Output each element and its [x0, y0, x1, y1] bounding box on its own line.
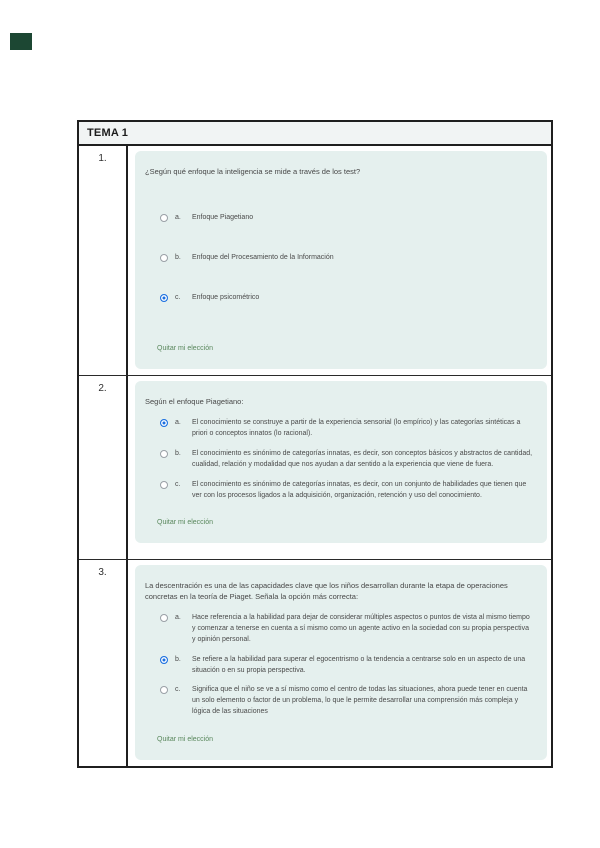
option-letter: c.	[175, 293, 181, 301]
question-row-3	[79, 560, 551, 766]
option-letter: a.	[175, 419, 181, 427]
option-text: El conocimiento se construye a partir de la experiencia sensorial (lo empírico) y las categorías sintéticas a priori o conceptos innatos (lo racional).	[192, 419, 521, 438]
option-row[interactable]	[145, 449, 537, 471]
option-letter: b.	[175, 449, 181, 457]
remove-choice-link[interactable]: Quitar mi elección	[157, 519, 214, 527]
question-text: ¿Según qué enfoque la inteligencia se mide a través de los test?	[145, 167, 361, 176]
corner-mark	[10, 33, 32, 50]
radio-button[interactable]	[160, 419, 168, 427]
quiz-table	[77, 120, 553, 768]
option-letter: c.	[175, 686, 181, 694]
option-row[interactable]	[145, 685, 537, 718]
option-row[interactable]	[145, 480, 537, 502]
question-row-1	[79, 146, 551, 376]
option-letter: a.	[175, 213, 181, 221]
option-letter: c.	[175, 480, 181, 488]
question-card	[135, 565, 547, 760]
question-number: 2.	[79, 376, 128, 559]
question-text: Según el enfoque Piagetiano:	[145, 397, 244, 407]
section-title: TEMA 1	[87, 127, 129, 139]
option-text: Se refiere a la habilidad para superar el egocentrismo o la tendencia a centrarse solo en un aspecto de una situación o en su propia perspectiva.	[192, 655, 526, 674]
question-row-2	[79, 376, 551, 560]
radio-button[interactable]	[160, 481, 168, 489]
option-row[interactable]	[145, 253, 537, 264]
option-text: Enfoque del Procesamiento de la Información	[192, 253, 334, 261]
radio-button[interactable]	[160, 450, 168, 458]
question-number: 3.	[79, 560, 128, 766]
option-text: Hace referencia a la habilidad para dejar de considerar múltiples aspectos o puntos de vista al mismo tiempo y comenzar a tenerse en cuenta a sí mismo como un agente activo en la sociedad con su propia perspectiva y opinión personal.	[192, 614, 530, 643]
question-number: 1.	[79, 146, 128, 375]
option-row[interactable]	[145, 655, 537, 677]
option-row[interactable]	[145, 293, 537, 304]
table-header	[79, 122, 551, 146]
radio-button[interactable]	[160, 614, 168, 622]
remove-choice-link[interactable]: Quitar mi elección	[157, 735, 214, 743]
radio-button[interactable]	[160, 254, 168, 262]
option-letter: b.	[175, 655, 181, 663]
option-text: Significa que el niño se ve a sí mismo como el centro de todas las situaciones, ahora puede tener en cuenta un solo elemento o factor de un problema, lo que le permite desarrollar una comprensión más compleja y lógica de las situaciones	[192, 686, 528, 716]
radio-button[interactable]	[160, 214, 168, 222]
option-text: Enfoque psicométrico	[192, 293, 260, 301]
option-letter: b.	[175, 253, 181, 261]
option-letter: a.	[175, 614, 181, 622]
option-text: El conocimiento es sinónimo de categorías innatas, es decir, son conceptos básicos y abstractos de cantidad, cualidad, relación y modalidad que nos ayudan a dar sentido a la experiencia que viene de fuera.	[192, 449, 533, 468]
remove-choice-link[interactable]: Quitar mi elección	[157, 345, 214, 353]
radio-button[interactable]	[160, 686, 168, 694]
question-text: La descentración es una de las capacidades clave que los niños desarrollan durante la etapa de operaciones concretas en la teoría de Piaget. Señala la opción más correcta:	[145, 581, 508, 602]
question-card	[135, 381, 547, 543]
radio-button[interactable]	[160, 656, 168, 664]
question-card	[135, 151, 547, 369]
option-row[interactable]	[145, 213, 537, 224]
option-row[interactable]	[145, 418, 537, 440]
option-text: Enfoque Piagetiano	[192, 213, 254, 221]
option-row[interactable]	[145, 613, 537, 646]
radio-button[interactable]	[160, 294, 168, 302]
option-text: El conocimiento es sinónimo de categorías innatas, es decir, con un conjunto de habilidades que tienen que ver con los procesos ligados a la adquisición, organización, retención y uso del conocimiento.	[192, 480, 527, 499]
